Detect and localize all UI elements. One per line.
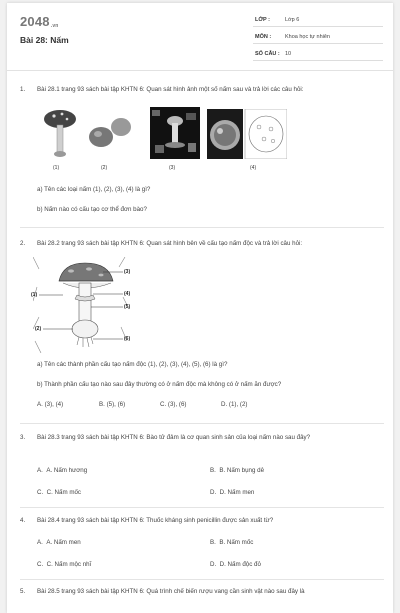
diagram-label-2: (2) [35,326,42,332]
option-letter: D. [210,489,217,496]
question-number: 1. [20,86,26,93]
diagram-label-5: (5) [124,304,131,310]
meta-grade-key: LỚP : [255,17,270,23]
option-text: B. Nấm mốc [219,539,254,546]
question-3-option-a[interactable] [37,467,87,474]
question-divider [20,507,384,508]
page-header [7,3,393,67]
mushroom-image-3 [150,107,200,159]
image-caption-1: (1) [53,165,60,171]
question-number: 4. [20,517,26,524]
question-3-option-c[interactable] [37,489,81,496]
option-letter: B. [210,539,216,546]
option-text: C. Nấm mộc nhĩ [46,561,92,568]
option-text: D. Nấm độc đỏ [219,561,261,568]
question-1-sub-a: a) Tên các loại nấm (1), (2), (3), (4) là gì? [37,186,151,193]
question-number: 5. [20,588,26,595]
option-text: A. Nấm hương [46,467,88,474]
question-2-option-d[interactable]: D. (1), (2) [221,401,248,408]
question-2-option-c[interactable]: C. (3), (6) [160,401,187,408]
question-4-option-d[interactable] [210,561,261,568]
question-number: 2. [20,240,26,247]
question-number: 3. [20,434,26,441]
question-2-option-b[interactable]: B. (5), (6) [99,401,126,408]
meta-grade [253,13,383,27]
option-letter: D. [210,561,217,568]
diagram-label-3: (3) [124,269,131,275]
question-3-option-b[interactable] [210,467,264,474]
meta-count-value: 10 [285,51,292,57]
question-1-sub-b: b) Nấm nào có cấu tạo cơ thể đơn bào? [37,206,147,213]
diagram-label-6: (6) [124,336,131,342]
option-text: D. Nấm men [219,489,255,496]
question-text: Bài 28.2 trang 93 sách bài tập KHTN 6: Quan sát hình bên về cấu tạo nấm độc và trả lời câu hỏi: [37,240,303,247]
option-text: A. Nấm men [46,539,81,546]
question-4-option-c[interactable] [37,561,91,568]
question-text: Bài 28.1 trang 93 sách bài tập KHTN 6: Quan sát hình ảnh một số nấm sau và trả lời các câu hỏi: [37,86,304,93]
question-4-option-b[interactable] [210,539,253,546]
logo-suffix: .vn [50,23,59,29]
meta-count [253,47,383,61]
mushroom-image-2 [87,115,137,151]
site-logo[interactable] [20,14,59,29]
meta-subject [253,30,383,44]
poison-mushroom-diagram [33,257,131,353]
header-divider [7,70,393,71]
question-text: Bài 28.4 trang 93 sách bài tập KHTN 6: Thuốc kháng sinh penicillin được sản xuất từ? [37,517,274,524]
meta-subject-key: MÔN : [255,34,272,40]
worksheet-page [7,3,393,613]
question-divider [20,423,384,424]
image-caption-4: (4) [250,165,257,171]
question-divider [20,579,384,580]
logo-text: 2048 [20,14,50,29]
meta-grade-value: Lớp 6 [285,17,300,23]
meta-subject-value: Khoa học tự nhiên [285,34,330,40]
option-letter: C. [37,489,44,496]
option-text: B. Nấm bụng dê [219,467,265,474]
mushroom-image-1 [40,107,80,161]
question-3-option-d[interactable] [210,489,254,496]
question-text: Bài 28.5 trang 93 sách bài tập KHTN 6: Quá trình chế biến rượu vang cần sinh vật nào sau đây là [37,588,305,595]
option-letter: B. [210,467,216,474]
diagram-label-1: (1) [31,292,38,298]
diagram-label-4: (4) [124,291,131,297]
question-4-option-a[interactable] [37,539,81,546]
question-text: Bài 28.3 trang 93 sách bài tập KHTN 6: Bào tử đảm là cơ quan sinh sản của loại nấm nào sau đây? [37,434,311,441]
option-letter: A. [37,539,43,546]
question-2-option-a[interactable]: A. (3), (4) [37,401,64,408]
image-caption-2: (2) [101,165,108,171]
question-divider [20,227,384,228]
meta-count-key: SỐ CÂU : [255,51,280,57]
lesson-title: Bài 28: Nấm [20,35,69,45]
question-2-sub-b: b) Thành phần cấu tạo nào sau đây thường có ở nấm độc mà không có ở nấm ăn được? [37,381,282,388]
mushroom-image-4 [207,109,287,159]
question-2-sub-a: a) Tên các thành phần cấu tạo nấm độc (1), (2), (3), (4), (5), (6) là gì? [37,361,228,368]
option-letter: C. [37,561,44,568]
option-text: C. Nấm mốc [46,489,82,496]
image-caption-3: (3) [169,165,176,171]
option-letter: A. [37,467,43,474]
